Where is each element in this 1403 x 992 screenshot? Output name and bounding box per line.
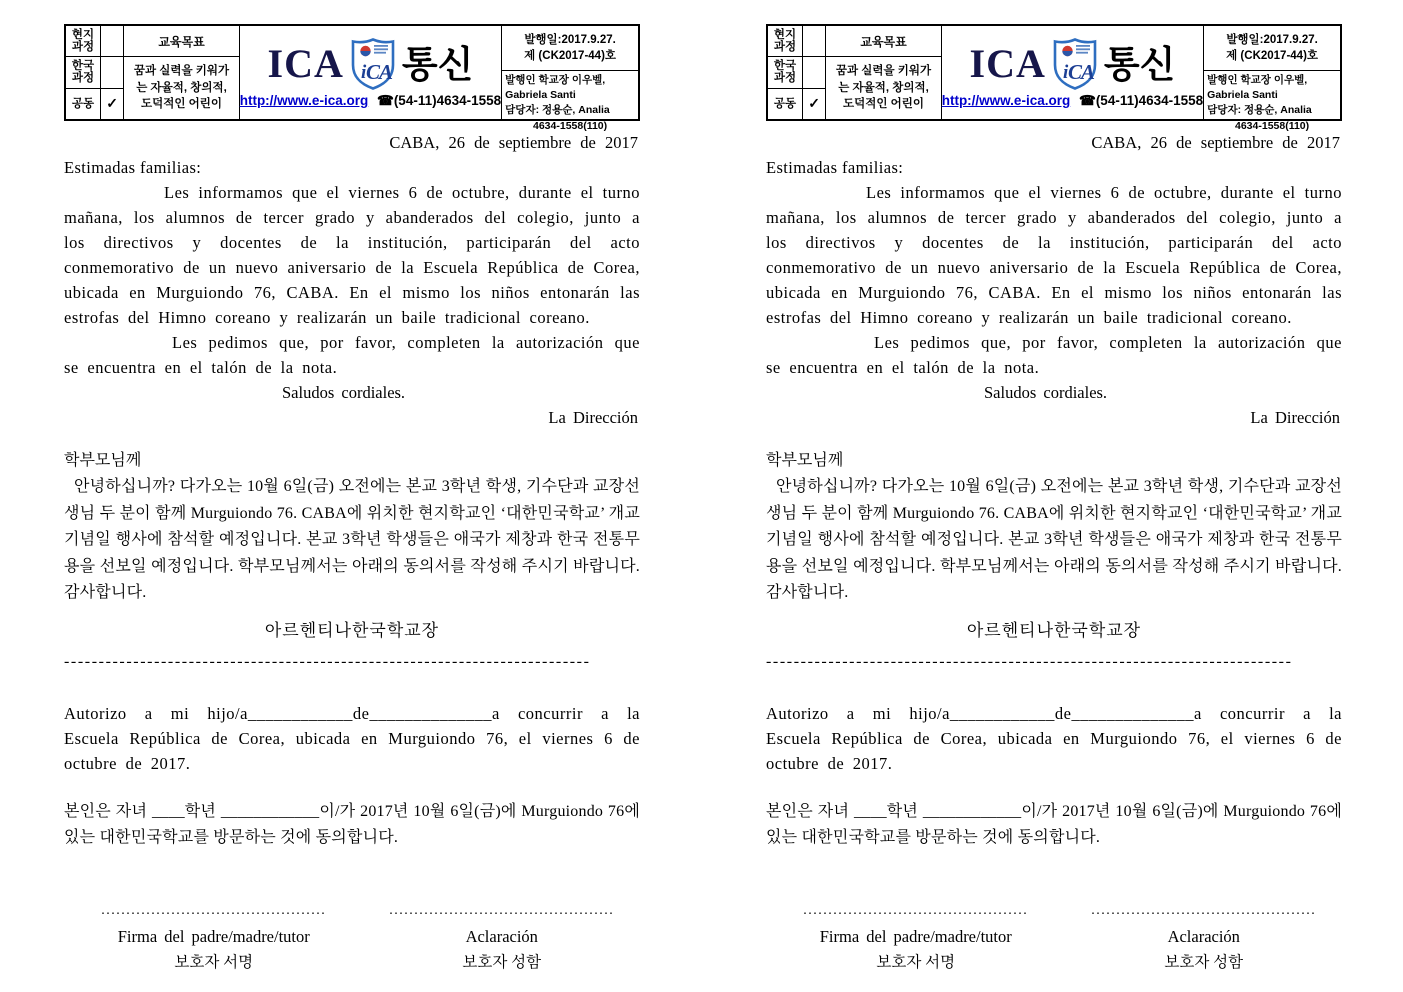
phone-icon: ☎: [376, 93, 394, 108]
clarification-column: [1066, 900, 1342, 976]
letter-closing: Saludos cordiales.: [282, 383, 406, 402]
publisher-cell: [502, 71, 638, 136]
education-goal-title: 교육목표: [124, 26, 238, 57]
education-goal-column: [825, 26, 940, 119]
letter-date: CABA, 26 de septiembre de 2017: [389, 133, 638, 152]
signature-column: [64, 900, 364, 976]
letter-copy: [64, 24, 640, 976]
svg-text:C: C: [1067, 60, 1082, 84]
issue-date: 발행일:2017.9.27.: [1226, 33, 1318, 46]
course-row-common-checkmark: ✓: [803, 88, 825, 119]
brand-ica-wordmark: ICA: [267, 41, 344, 86]
issue-date-cell: [1204, 26, 1340, 71]
phone-number: ☎(54-11)4634-1558: [1078, 93, 1204, 108]
letter-closing: Saludos cordiales.: [984, 383, 1108, 402]
korean-paragraph: 안녕하십니까? 다가오는 10월 6일(금) 오전에는 본교 3학년 학생, 기수단과 교장선생님 두 분이 함께 Murguiondo 76. CABA에 위치한 현지학교인 ‘대한민국학교’ 개교기념일 행사에 참석할 예정입니다. 본교 3학년 학생들은 애국가 제창과 한국 전통무용을 선보일 예정입니다. 학부모님께서는 아래의 동의서를 작성해 주시기 바랍니다. 감사합니다.: [64, 478, 640, 601]
svg-text:i: i: [360, 62, 367, 83]
contact-line: 담당자: 정용순, Analia: [505, 104, 610, 117]
korean-salutation: 학부모님께: [64, 452, 142, 469]
course-row-common-checkmark: ✓: [101, 88, 123, 119]
course-check-column: [100, 26, 123, 119]
course-row-korean-checkbox: [803, 56, 825, 87]
cut-separator-line: ----------------------------------------------------------------------------: [766, 652, 1293, 670]
letter-date: CABA, 26 de septiembre de 2017: [1091, 133, 1340, 152]
svg-text:i: i: [1062, 62, 1069, 83]
authorization-korean: 본인은 자녀 ____학년 ____________이/가 2017년 10월 6일(금)에 Murguiondo 76에 있는 대한민국학교를 방문하는 것에 동의합니다.: [766, 802, 1342, 846]
svg-text:C: C: [365, 60, 380, 84]
course-row-common-label: 공동: [66, 88, 100, 119]
website-link[interactable]: http://www.e-ica.org: [941, 93, 1071, 108]
course-check-column: [802, 26, 825, 119]
authorization-korean: 본인은 자녀 ____학년 ____________이/가 2017년 10월 6일(금)에 Murguiondo 76에 있는 대한민국학교를 방문하는 것에 동의합니다.: [64, 802, 640, 846]
letter-copy: [766, 24, 1342, 976]
issue-date-cell: [502, 26, 638, 71]
letter-paragraph-1: Les informamos que el viernes 6 de octubre, durante el turno mañana, los alumnos de tercer grado y abanderados del colegio, junto a los directivos y docentes de la institución, participarán del acto conmemorativo de un nuevo aniversario de la Escuela República de Corea, ubicada en Murguiondo 76, CABA. En el mismo los niños entonarán las estrofas del Himno coreano y realizarán un baile tradicional coreano.: [766, 183, 1342, 327]
korean-paragraph: 안녕하십니까? 다가오는 10월 6일(금) 오전에는 본교 3학년 학생, 기수단과 교장선생님 두 분이 함께 Murguiondo 76. CABA에 위치한 현지학교인 ‘대한민국학교’ 개교기념일 행사에 참석할 예정입니다. 본교 3학년 학생들은 애국가 제창과 한국 전통무용을 선보일 예정입니다. 학부모님께서는 아래의 동의서를 작성해 주시기 바랍니다. 감사합니다.: [766, 478, 1342, 601]
letter-signoff: La Dirección: [548, 408, 638, 427]
website-link[interactable]: http://www.e-ica.org: [239, 93, 369, 108]
header-table: [766, 24, 1342, 132]
course-row-local-label: 현지과정: [71, 28, 95, 54]
contact-phone-line: 4634-1558(110): [1235, 119, 1310, 132]
issue-number: 제 (CK2017-44)호: [1226, 50, 1319, 62]
course-row-local-label: 현지과정: [773, 28, 797, 54]
contact-line: 담당자: 정용순, Analia: [1207, 104, 1312, 117]
brand-tongsin-wordmark: 통신: [1103, 43, 1176, 85]
brand-cell: [941, 26, 1203, 119]
contact-phone-line: 4634-1558(110): [533, 119, 608, 132]
clarification-label-ko: 보호자 성함: [462, 953, 542, 971]
korean-signer: 아르헨티나한국학교장: [264, 620, 440, 640]
publisher-line: 발행인 학교장 이우벨, Gabriela Santi: [1207, 74, 1308, 102]
education-goal-motto: 꿈과 실력을 키워가는 자율적, 창의적, 도덕적인 어린이: [133, 64, 230, 111]
signature-label-es: Firma del padre/madre/tutor: [117, 926, 310, 946]
signature-dotted-line: .............................................: [101, 902, 327, 918]
phone-icon: ☎: [1078, 93, 1096, 108]
publisher-cell: [1204, 71, 1340, 136]
ica-shield-logo: [351, 38, 395, 90]
phone-number: ☎(54-11)4634-1558: [376, 93, 502, 108]
letter-signoff: La Dirección: [1250, 408, 1340, 427]
issue-info-column: [1203, 26, 1340, 132]
clarification-label-ko: 보호자 성함: [1164, 953, 1244, 971]
ica-shield-logo: [1053, 38, 1097, 90]
clarification-label-es: Aclaración: [465, 926, 538, 946]
header-table: [64, 24, 640, 132]
cut-separator-line: ----------------------------------------------------------------------------: [64, 652, 591, 670]
letter-paragraph-1: Les informamos que el viernes 6 de octubre, durante el turno mañana, los alumnos de tercer grado y abanderados del colegio, junto a los directivos y docentes de la institución, participarán del acto conmemorativo de un nuevo aniversario de la Escuela República de Corea, ubicada en Murguiondo 76, CABA. En el mismo los niños entonarán las estrofas del Himno coreano y realizarán un baile tradicional coreano.: [64, 183, 640, 327]
letter-salutation: Estimadas familias:: [64, 158, 202, 177]
signature-label-ko: 보호자 서명: [174, 953, 254, 971]
course-row-korean-checkbox: [101, 56, 123, 87]
authorization-spanish: Autorizo a mi hijo/a____________de______________a concurrir a la Escuela República de Corea, ubicada en Murguiondo 76, el viernes 6 de octubre de 2017.: [64, 703, 640, 773]
signature-label-es: Firma del padre/madre/tutor: [819, 926, 1012, 946]
education-goal-motto: 꿈과 실력을 키워가는 자율적, 창의적, 도덕적인 어린이: [835, 64, 932, 111]
issue-info-column: [501, 26, 638, 132]
signature-label-ko: 보호자 서명: [876, 953, 956, 971]
signature-column: [766, 900, 1066, 976]
korean-salutation: 학부모님께: [766, 452, 844, 469]
signature-block: [64, 900, 640, 976]
course-row-korean-label: 한국과정: [768, 56, 802, 87]
clarification-dotted-line: .............................................: [389, 902, 615, 918]
brand-cell: [239, 26, 501, 119]
letter-salutation: Estimadas familias:: [766, 158, 904, 177]
course-row-local-checkbox: [803, 26, 825, 56]
brand-tongsin-wordmark: 통신: [401, 43, 474, 85]
letter-paragraph-2: Les pedimos que, por favor, completen la autorización que se encuentra en el talón de la nota.: [766, 333, 1342, 377]
course-row-local-checkbox: [101, 26, 123, 56]
signature-block: [766, 900, 1342, 976]
authorization-spanish: Autorizo a mi hijo/a____________de______________a concurrir a la Escuela República de Corea, ubicada en Murguiondo 76, el viernes 6 de octubre de 2017.: [766, 703, 1342, 773]
svg-text:A: A: [1080, 60, 1095, 84]
svg-text:A: A: [378, 60, 393, 84]
education-goal-title: 교육목표: [826, 26, 940, 57]
clarification-label-es: Aclaración: [1167, 926, 1240, 946]
brand-ica-wordmark: ICA: [969, 41, 1046, 86]
course-label-column: [768, 26, 802, 119]
clarification-column: [364, 900, 640, 976]
letter-paragraph-2: Les pedimos que, por favor, completen la autorización que se encuentra en el talón de la nota.: [64, 333, 640, 377]
publisher-line: 발행인 학교장 이우벨, Gabriela Santi: [505, 74, 606, 102]
course-row-korean-label: 한국과정: [66, 56, 100, 87]
clarification-dotted-line: .............................................: [1091, 902, 1317, 918]
issue-date: 발행일:2017.9.27.: [524, 33, 616, 46]
course-label-column: [66, 26, 100, 119]
signature-dotted-line: .............................................: [803, 902, 1029, 918]
issue-number: 제 (CK2017-44)호: [524, 50, 617, 62]
course-row-common-label: 공동: [768, 88, 802, 119]
education-goal-column: [123, 26, 238, 119]
korean-signer: 아르헨티나한국학교장: [966, 620, 1142, 640]
